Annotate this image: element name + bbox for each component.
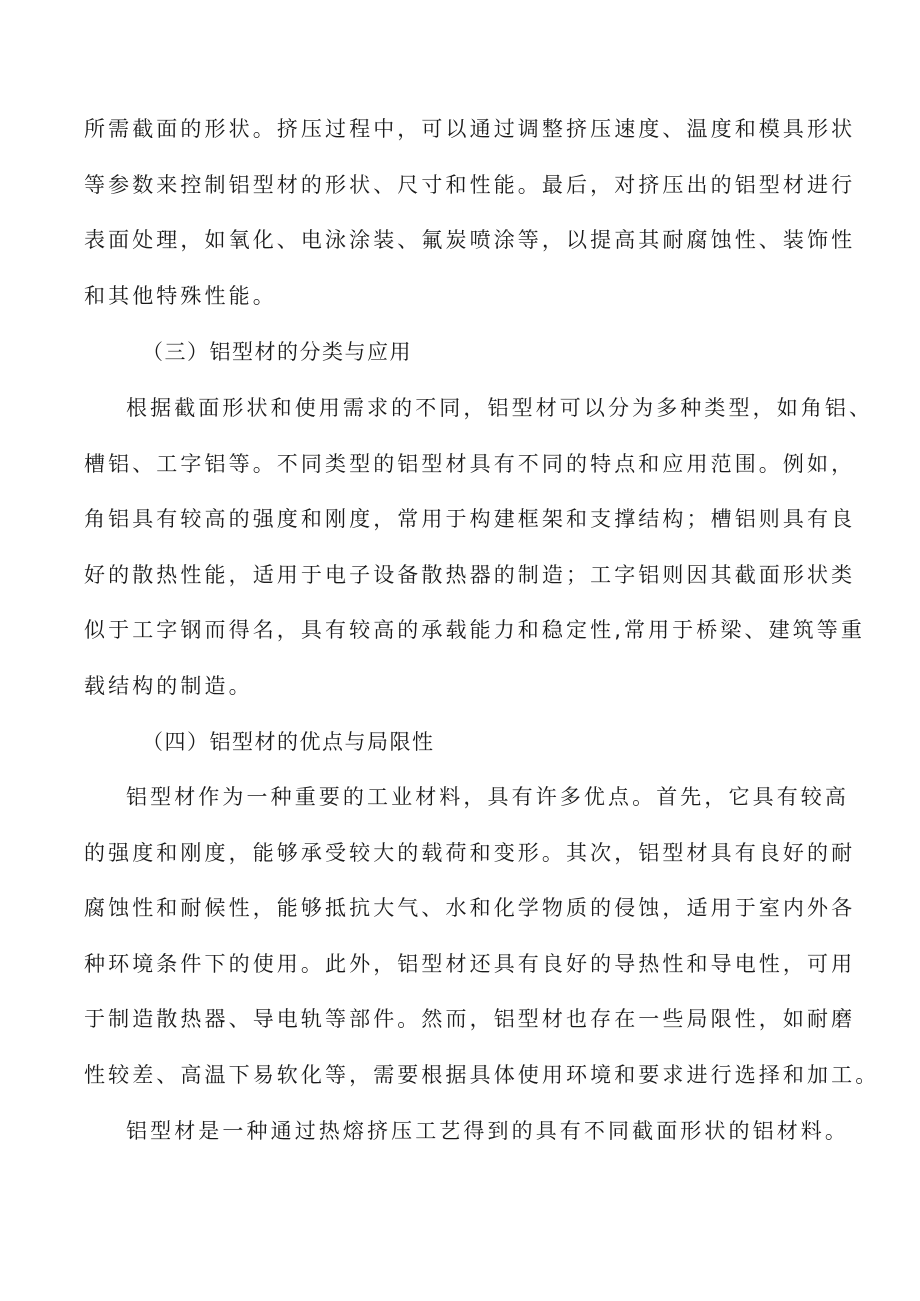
text-line: 似于工字钢而得名，具有较高的承载能力和稳定性,常用于桥梁、建筑等重 [84,618,865,642]
text-line: 载结构的制造。 [84,673,253,698]
text-line: 表面处理，如氧化、电泳涂装、氟炭喷涂等，以提高其耐腐蚀性、装饰性 [84,228,856,252]
text-line: 根据截面形状和使用需求的不同，铝型材可以分为多种类型，如角铝、 [126,396,874,420]
paragraph-advantages [84,779,880,1112]
text-line: 的强度和刚度，能够承受较大的载荷和变形。其次，铝型材具有良好的耐 [84,840,856,865]
section-heading-classification [142,334,894,390]
text-line: 种环境条件下的使用。此外，铝型材还具有良好的导热性和导电性，可用 [84,951,856,976]
text-line: 于制造散热器、导电轨等部件。然而，铝型材也存在一些局限性，如耐磨 [84,1007,856,1031]
text-line: 好的散热性能，适用于电子设备散热器的制造；工字铝则因其截面形状类 [84,562,856,587]
text-line: 所需截面的形状。挤压过程中，可以通过调整挤压速度、温度和模具形状 [84,117,856,141]
text-line: 性较差、高温下易软化等，需要根据具体使用环境和要求进行选择和加工。 [84,1062,880,1087]
text-line: 铝型材是一种通过热熔挤压工艺得到的具有不同截面形状的铝材料。 [126,1119,849,1143]
heading-text: （三）铝型材的分类与应用 [142,340,412,364]
text-line: 等参数来控制铝型材的形状、尺寸和性能。最后，对挤压出的铝型材进行 [84,172,856,197]
text-line: 和其他特殊性能。 [84,283,277,308]
paragraph-definition [84,1113,849,1169]
text-line: 角铝具有较高的强度和刚度，常用于构建框架和支撑结构；槽铝则具有良 [84,507,856,531]
paragraph-classification [84,390,874,723]
paragraph-extrusion-process [84,111,856,333]
heading-text: （四）铝型材的优点与局限性 [142,730,435,754]
text-line: 腐蚀性和耐候性，能够抵抗大气、水和化学物质的侵蚀，适用于室内外各 [84,896,856,920]
text-line: 铝型材作为一种重要的工业材料，具有许多优点。首先，它具有较高 [126,785,849,809]
text-line: 槽铝、工字铝等。不同类型的铝型材具有不同的特点和应用范围。例如， [84,451,856,476]
section-heading-advantages [142,724,894,780]
